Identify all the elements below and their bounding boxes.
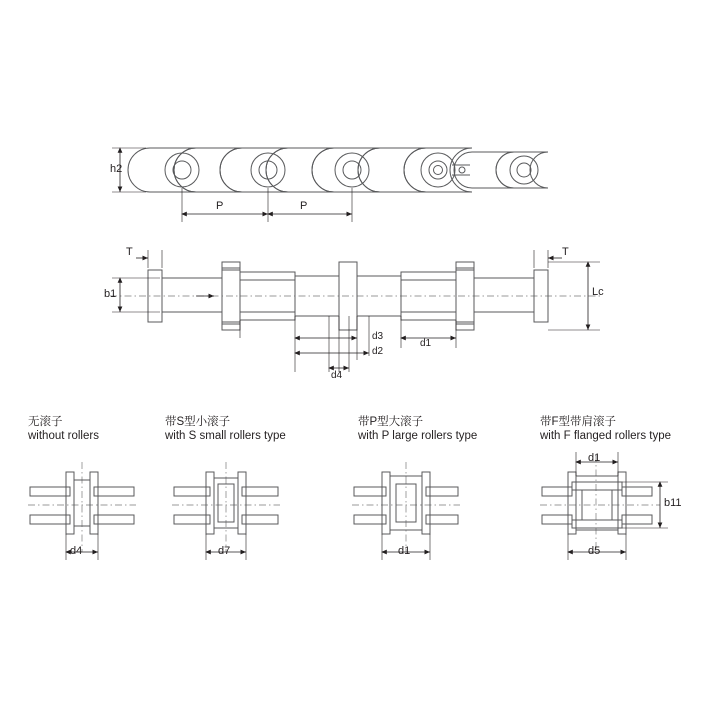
variant-4-title-en: with F flanged rollers type	[540, 430, 672, 442]
label-b1: b1	[104, 288, 117, 300]
section-view-group	[110, 250, 600, 372]
variant-4-title-cn: 带F型带肩滚子	[540, 416, 617, 428]
variant-2-title-cn: 带S型小滚子	[165, 416, 231, 428]
label-p-2: P	[300, 200, 308, 212]
label-t-left: T	[126, 246, 133, 258]
label-d1-section: d1	[420, 338, 432, 349]
variant-1-title-en: without rollers	[28, 430, 99, 442]
variant-3-dim-label: d1	[398, 545, 411, 557]
variant-3-title-en: with P large rollers type	[358, 430, 478, 442]
label-p-1: P	[216, 200, 224, 212]
variant-4-drawing	[540, 452, 668, 560]
top-view-group	[112, 148, 548, 222]
label-d4: d4	[331, 370, 343, 381]
variant-2-title-en: with S small rollers type	[165, 430, 286, 442]
variant-4-dim-label: d5	[588, 545, 601, 557]
variant-1-title-cn: 无滚子	[28, 416, 63, 428]
label-lc: Lc	[592, 286, 604, 298]
variant-4-dim-side: b11	[664, 497, 682, 509]
label-d3: d3	[372, 331, 384, 342]
label-t-right: T	[562, 246, 569, 258]
variant-1-dim-label: d4	[70, 545, 83, 557]
variant-4-dim-top: d1	[588, 452, 601, 464]
variant-2-dim-label: d7	[218, 545, 231, 557]
label-h2: h2	[110, 163, 123, 175]
label-d2: d2	[372, 346, 384, 357]
variant-3-title-cn: 带P型大滚子	[358, 416, 424, 428]
